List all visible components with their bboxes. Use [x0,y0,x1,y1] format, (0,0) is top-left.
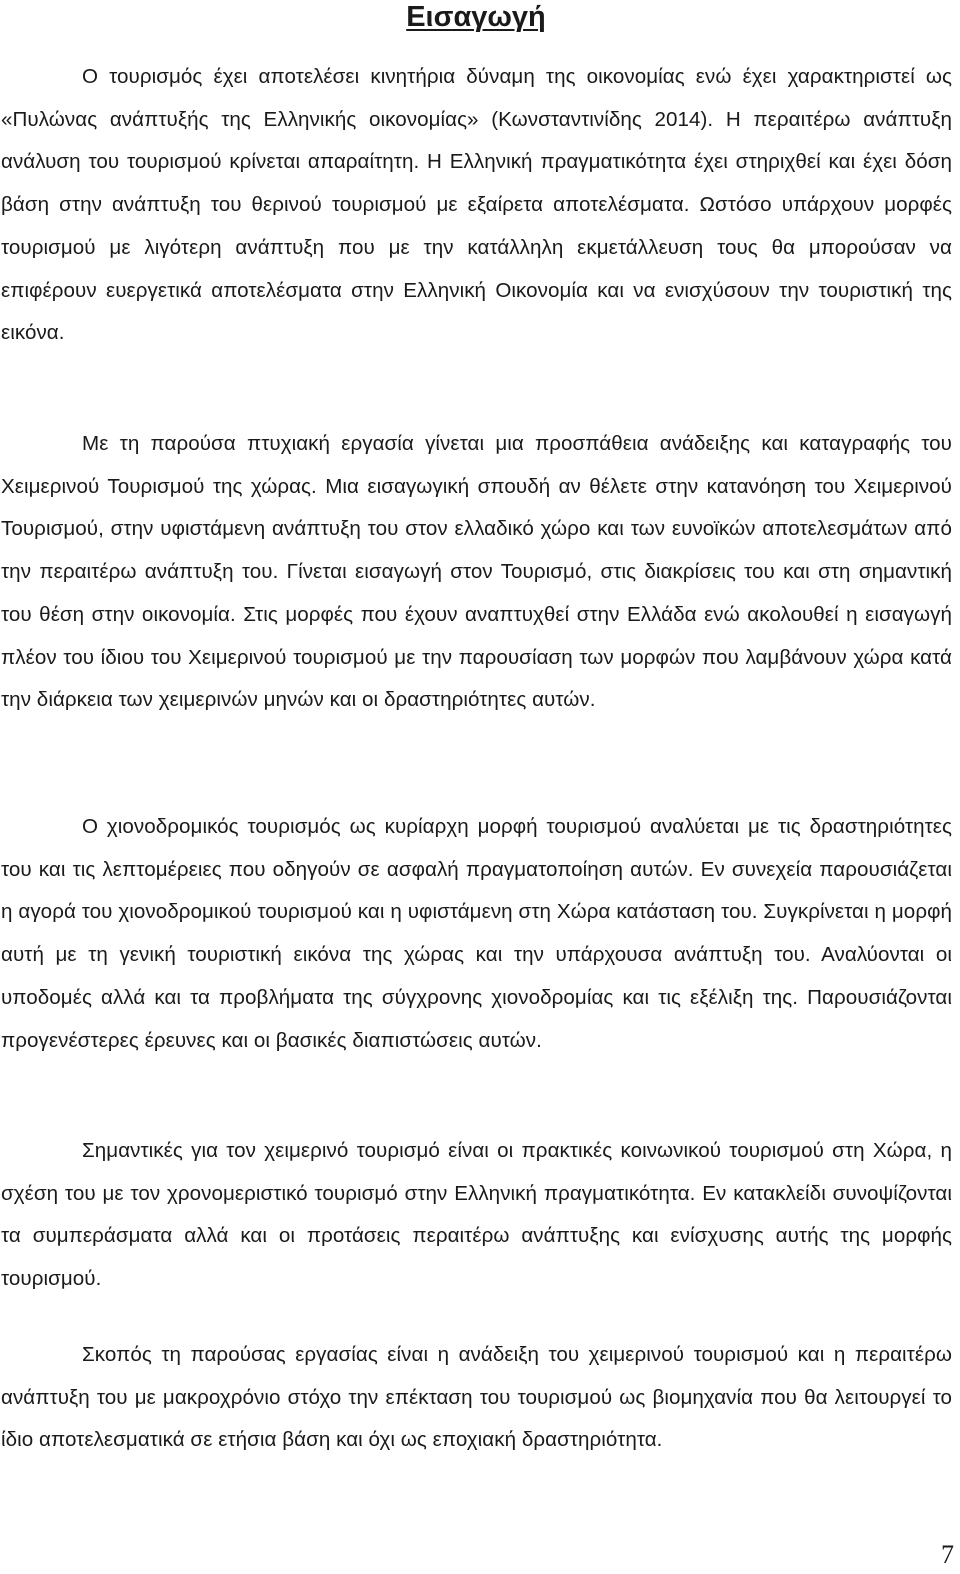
paragraph-4: Σημαντικές για τον χειμερινό τουρισμό είναι οι πρακτικές κοινωνικού τουρισμού στη Χώρα, η σχέση του με τον χρονομεριστικό τουρισμό στην Ελληνική πραγματικότητα. Εν κατακλείδι συνοψίζονται τα συμπεράσματα αλλά και οι προτάσεις περαιτέρω ανάπτυξης και ενίσχυσης αυτής της μορφής τουρισμού. [1,1139,952,1291]
paragraph-3: Ο χιονοδρομικός τουρισμός ως κυρίαρχη μορφή τουρισμού αναλύεται με τις δραστηριότητες του και τις λεπτομέρειες που οδηγούν σε ασφαλή πραγματοποίηση αυτών. Εν συνεχεία παρουσιάζεται η αγορά του χιονοδρομικού τουρισμού και η υφιστάμενη στη Χώρα κατάσταση του. Συγκρίνεται η μορφή αυτή με τη γενική τουριστική εικόνα της χώρας και την υπάρχουσα ανάπτυξη του. Αναλύονται οι υποδομές αλλά και τα προβλήματα της σύγχρονης χιονοδρομίας και τις εξέλιξη της. Παρουσιάζονται προγενέστερες έρευνες και οι βασικές διαπιστώσεις αυτών. [1,815,952,1052]
paragraph-5: Σκοπός τη παρούσας εργασίας είναι η ανάδειξη του χειμερινού τουρισμού και η περαιτέρω ανάπτυξη του με μακροχρόνιο στόχο την επέκταση του τουρισμού ως βιομηχανία που θα λειτουργεί το ίδιο αποτελεσματικά σε ετήσια βάση και όχι ως εποχιακή δραστηριότητα. [1,1343,952,1452]
paragraph-1: Ο τουρισμός έχει αποτελέσει κινητήρια δύναμη της οικονομίας ενώ έχει χαρακτηριστεί ως «Πυλώνας ανάπτυξής της Ελληνικής οικονομίας» (Κωνσταντινίδης 2014). Η περαιτέρω ανάπτυξη ανάλυση του τουρισμού κρίνεται απαραίτητη. Η Ελληνική πραγματικότητα έχει στηριχθεί και έχει δόση βάση στην ανάπτυξη του θερινού τουρισμού με εξαίρετα αποτελέσματα. Ωστόσο υπάρχουν μορφές τουρισμού με λιγότερη ανάπτυξη που με την κατάλληλη εκμετάλλευση τους θα μπορούσαν να επιφέρουν ευεργετικά αποτελέσματα στην Ελληνική Οικονομία και να ενισχύσουν την τουριστική της εικόνα. [1,65,952,345]
page-number: 7 [941,1540,954,1569]
paragraph-2: Με τη παρούσα πτυχιακή εργασία γίνεται μια προσπάθεια ανάδειξης και καταγραφής του Χειμερινού Τουρισμού της χώρας. Μια εισαγωγική σπουδή αν θέλετε στην κατανόηση του Χειμερινού Τουρισμού, στην υφιστάμενη ανάπτυξη του στον ελλαδικό χώρο και των ευνοϊκών αποτελεσμάτων από την περαιτέρω ανάπτυξη του. Γίνεται εισαγωγή στον Τουρισμό, στις διακρίσεις του και στη σημαντική του θέση στην οικονομία. Στις μορφές που έχουν αναπτυχθεί στην Ελλάδα ενώ ακολουθεί η εισαγωγή πλέον του ίδιου του Χειμερινού τουρισμού με την παρουσίαση των μορφών που λαμβάνουν χώρα κατά την διάρκεια των χειμερινών μηνών και οι δραστηριότητες αυτών. [1,432,952,712]
page-title: Εισαγωγή [406,1,546,33]
